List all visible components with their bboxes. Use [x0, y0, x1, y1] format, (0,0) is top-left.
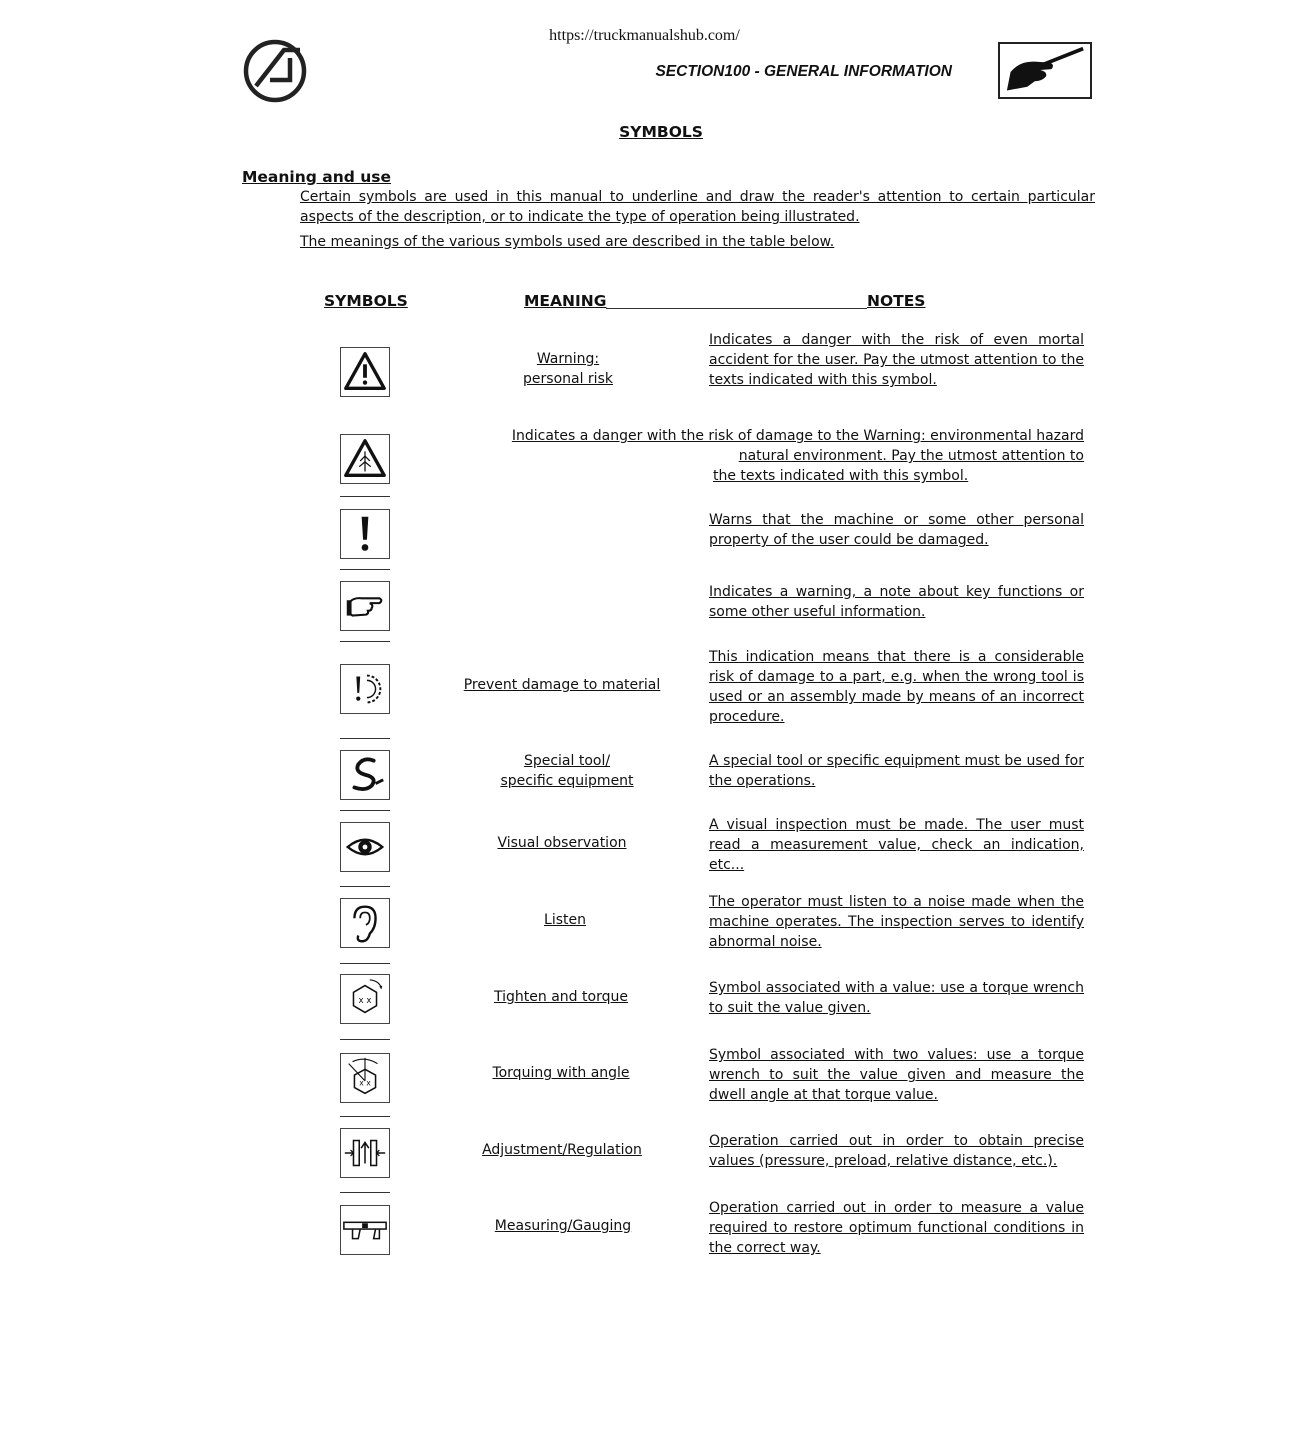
- note-special-tool: A special tool or specific equipment must be used for the operations.: [709, 753, 1084, 789]
- column-header-meaning: MEANING: [524, 292, 607, 310]
- note-tighten-torque: Symbol associated with a value: use a torque wrench to suit the value given.: [709, 980, 1084, 1016]
- meaning-torquing-angle: Torquing with angle: [492, 1065, 630, 1081]
- pointing-hand-icon: [340, 581, 390, 631]
- note-adjustment: Operation carried out in order to obtain precise values (pressure, preload, relative distance, etc.).: [709, 1133, 1084, 1169]
- note-measuring: Operation carried out in order to measure a value required to restore optimum functional conditions in the correct way.: [709, 1200, 1084, 1256]
- page-title: SYMBOLS: [619, 123, 703, 141]
- row-divider: [340, 1116, 390, 1117]
- svg-text:x x: x x: [359, 1078, 371, 1088]
- note-prevent-damage: This indication means that there is a considerable risk of damage to a part, e.g. when the wrong tool is used or an assembly made by means of an incorrect procedure.: [709, 649, 1084, 725]
- note-warning: Indicates a danger with the risk of even mortal accident for the user. Pay the utmost attention to the texts indicated with this symbol.: [709, 332, 1084, 388]
- row-divider: [340, 641, 390, 642]
- intro-paragraph: Certain symbols are used in this manual to underline and draw the reader's attention to certain particular aspects of the description, or to indicate the type of operation being illustrated.: [300, 189, 1095, 225]
- header-url: https://truckmanualshub.com/: [549, 27, 740, 44]
- exclamation-icon: [340, 509, 390, 559]
- note-pointing-hand: Indicates a warning, a note about key functions or some other useful information.: [709, 584, 1084, 620]
- warning-triangle-icon: [340, 347, 390, 397]
- note-listen: The operator must listen to a noise made when the machine operates. The inspection serves to identify abnormal noise.: [709, 894, 1084, 950]
- row-divider: [340, 569, 390, 570]
- meaning-warning: Warning: personal risk: [523, 351, 613, 387]
- torque-angle-icon: [340, 1053, 390, 1103]
- row-divider: [340, 738, 390, 739]
- caliper-icon: [340, 1205, 390, 1255]
- row-divider: [340, 886, 390, 887]
- header-underline: [606, 308, 867, 309]
- row-divider: [340, 1039, 390, 1040]
- column-header-notes: NOTES: [867, 292, 926, 310]
- intro-paragraph-2: The meanings of the various symbols used are described in the table below.: [300, 234, 835, 250]
- meaning-tighten-torque: Tighten and torque: [494, 989, 628, 1005]
- gear-damage-icon: [340, 664, 390, 714]
- company-logo-icon: [242, 38, 308, 104]
- row-divider: [340, 1192, 390, 1193]
- column-header-symbols: SYMBOLS: [324, 292, 408, 310]
- note-environmental-hazard: Indicates a danger with the risk of damage to the Warning: environmental hazard natural environment. Pay the utmost attention to the texts indicated with this symbol.: [511, 428, 1084, 484]
- svg-text:x x: x x: [358, 995, 372, 1006]
- note-exclamation: Warns that the machine or some other personal property of the user could be damaged.: [709, 512, 1084, 548]
- row-divider: [340, 496, 390, 497]
- meaning-listen: Listen: [544, 912, 586, 928]
- torque-nut-icon: [340, 974, 390, 1024]
- note-torquing-angle: Symbol associated with two values: use a torque wrench to suit the value given and measure the dwell angle at that torque value.: [709, 1047, 1084, 1103]
- meaning-measuring: Measuring/Gauging: [494, 1218, 632, 1234]
- adjustment-icon: [340, 1128, 390, 1178]
- row-divider: [340, 810, 390, 811]
- note-visual-observation: A visual inspection must be made. The user must read a measurement value, check an indication, etc...: [709, 817, 1084, 873]
- meaning-visual-observation: Visual observation: [497, 835, 627, 851]
- meaning-prevent-damage: Prevent damage to material: [463, 677, 661, 693]
- section-subtitle: Meaning and use: [242, 168, 392, 186]
- ear-icon: [340, 898, 390, 948]
- meaning-special-tool: Special tool/ specific equipment: [500, 753, 634, 789]
- meaning-adjustment: Adjustment/Regulation: [482, 1142, 642, 1158]
- row-divider: [340, 963, 390, 964]
- environmental-hazard-icon: [340, 434, 390, 484]
- eye-icon: [340, 822, 390, 872]
- special-tool-icon: [340, 750, 390, 800]
- pointing-hand-icon: [998, 42, 1092, 99]
- section-title: SECTION100 - GENERAL INFORMATION: [655, 63, 952, 80]
